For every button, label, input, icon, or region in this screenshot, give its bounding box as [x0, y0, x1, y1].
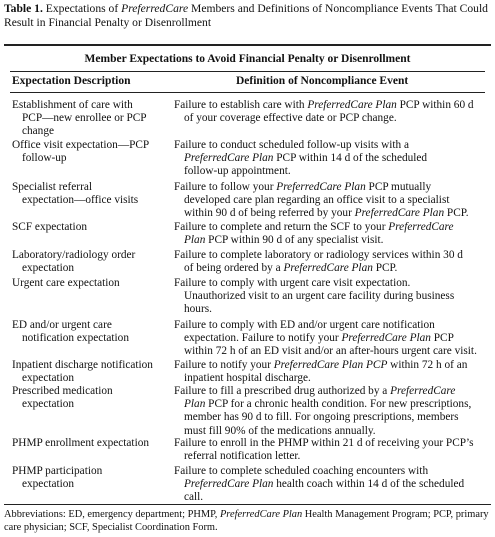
expectation-line: SCF expectation — [12, 221, 87, 233]
definition-text: PCP. — [372, 262, 398, 275]
noncompliance-definition — [174, 437, 488, 463]
expectation-line: notification expectation — [22, 332, 129, 345]
definition-text: member has 90 d to fill. For ongoing prescriptions, members — [184, 411, 459, 424]
definition-line — [174, 277, 488, 290]
definition-text: hours. — [184, 303, 212, 316]
definition-text: follow-up appointment. — [184, 165, 291, 178]
expectation-description — [12, 437, 172, 450]
definition-text: Failure to notify your — [174, 359, 274, 371]
caption-line2: Result in Financial Penalty or Disenrollment — [4, 16, 212, 29]
noncompliance-definition — [174, 139, 488, 179]
header-rule — [10, 92, 485, 93]
program-name: PreferredCare Plan — [283, 262, 373, 275]
definition-line — [174, 139, 488, 152]
definition-text: within 90 d of being referred by your — [184, 207, 355, 220]
expectation-line: expectation — [22, 398, 75, 411]
table-caption — [4, 2, 490, 30]
definition-line — [174, 359, 488, 372]
program-name: PreferredCare Plan — [307, 99, 397, 111]
expectation-description — [12, 221, 172, 234]
definition-line — [174, 385, 488, 398]
definition-text: Failure to establish care with — [174, 99, 308, 111]
definition-text: Failure to follow your — [174, 181, 277, 193]
definition-line — [174, 450, 488, 463]
definition-line — [174, 290, 488, 303]
expectation-line: Urgent care expectation — [12, 277, 120, 289]
expectation-line: ED and/or urgent care — [12, 319, 112, 331]
column-header-definition: Definition of Noncompliance Event — [236, 75, 409, 87]
definition-line — [174, 99, 488, 112]
definition-text: health coach within 14 d of the scheduled — [273, 478, 465, 491]
noncompliance-definition — [174, 359, 488, 385]
definition-line — [174, 465, 488, 478]
definition-line — [174, 262, 488, 275]
definition-text: of being ordered by a — [184, 262, 284, 275]
definition-text: PCP for a chronic health condition. For new prescriptions, — [205, 398, 472, 411]
expectation-description — [12, 99, 172, 139]
program-name: PreferredCare Plan — [354, 207, 445, 220]
definition-text: Failure to comply with urgent care visit expectation. — [174, 277, 411, 289]
definition-text: of your coverage effective date or PCP change. — [184, 112, 397, 125]
expectation-description — [12, 249, 172, 275]
expectation-line: Office visit expectation—PCP — [12, 139, 150, 151]
expectation-description — [12, 385, 172, 411]
definition-line — [174, 249, 488, 262]
definition-line — [174, 319, 488, 332]
definition-text: developed care plan regarding an office visit to a specialist — [184, 194, 450, 207]
definition-text: within 72 h of an ED visit and/or an after-hours urgent care visit. — [184, 345, 477, 358]
expectation-description — [12, 359, 172, 385]
footnote-pre: Abbreviations: ED, emergency department; PHMP, — [4, 509, 220, 520]
program-name: PreferredCare Plan — [184, 478, 274, 491]
expectation-line: expectation — [22, 478, 75, 491]
expectation-line: follow-up — [22, 152, 67, 165]
program-name: PreferredCare Plan PCP — [273, 359, 388, 371]
definition-text: Failure to complete and return the SCF to your — [174, 221, 389, 233]
definition-text: referral notification letter. — [184, 450, 301, 463]
table-frame — [4, 44, 491, 505]
definition-line — [174, 303, 488, 316]
definition-line — [174, 221, 488, 234]
definition-text: PCP within 90 d of any specialist visit. — [205, 234, 384, 247]
program-name: PreferredCare Plan — [184, 152, 274, 165]
table-footnote — [4, 509, 492, 534]
expectation-line: Establishment of care with — [12, 99, 133, 111]
footnote-post: Health Management Program; PCP, primary care physician; SCF, Specialist Coordination Form. — [4, 509, 489, 533]
definition-text: within 72 h of an — [387, 359, 468, 371]
definition-line — [174, 207, 488, 220]
definition-text: PCP within 14 d of the scheduled — [273, 152, 428, 165]
definition-text: Failure to complete laboratory or radiology services within 30 d — [174, 249, 463, 261]
group-header: Member Expectations to Avoid Financial Penalty or Disenrollment — [84, 53, 411, 65]
program-name: Plan — [184, 398, 206, 411]
caption-program: PreferredCare — [121, 2, 189, 15]
definition-text: inpatient hospital discharge. — [184, 372, 311, 385]
definition-text: Failure to conduct scheduled follow-up visits with a — [174, 139, 409, 151]
definition-line — [174, 425, 488, 438]
noncompliance-definition — [174, 465, 488, 505]
expectation-description — [12, 181, 172, 207]
definition-line — [174, 437, 488, 450]
definition-text: Failure to complete scheduled coaching encounters with — [174, 465, 429, 477]
definition-line — [174, 372, 488, 385]
noncompliance-definition — [174, 221, 488, 247]
expectation-line: change — [22, 125, 54, 138]
definition-text: PCP within 60 d — [396, 99, 474, 111]
group-rule — [10, 71, 485, 72]
definition-line — [174, 181, 488, 194]
definition-line — [174, 234, 488, 247]
program-name: Plan — [184, 234, 206, 247]
definition-text: Failure to comply with ED and/or urgent care notification — [174, 319, 435, 331]
noncompliance-definition — [174, 277, 488, 317]
definition-line — [174, 411, 488, 424]
caption-text-pre: Expectations of — [45, 2, 122, 15]
definition-text: PCP — [430, 332, 454, 345]
expectation-line: PCP—new enrollee or PCP — [22, 112, 147, 125]
program-name: PreferredCare Plan — [341, 332, 431, 345]
expectation-line: PHMP participation — [12, 465, 103, 477]
caption-label: Table 1. — [4, 2, 43, 15]
expectation-description — [12, 277, 172, 290]
expectation-line: Inpatient discharge notification — [12, 359, 153, 371]
definition-text: PCP mutually — [365, 181, 432, 193]
definition-line — [174, 478, 488, 491]
definition-line — [174, 332, 488, 345]
definition-text: PCP. — [444, 207, 469, 220]
program-name: PreferredCare — [388, 221, 454, 233]
definition-line — [174, 165, 488, 178]
program-name: PreferredCare — [390, 385, 456, 397]
expectation-line: Specialist referral — [12, 181, 92, 193]
definition-line — [174, 345, 488, 358]
footnote-program: PreferredCare Plan — [219, 509, 303, 520]
expectation-line: expectation—office visits — [22, 194, 139, 207]
caption-text-post: Members and Definitions of Noncompliance Events That Could — [188, 2, 488, 15]
expectation-line: expectation — [22, 262, 75, 275]
expectation-line: Prescribed medication — [12, 385, 113, 397]
definition-text: Failure to fill a prescribed drug authorized by a — [174, 385, 391, 397]
expectation-description — [12, 139, 172, 165]
definition-line — [174, 152, 488, 165]
expectation-line: expectation — [22, 372, 75, 385]
noncompliance-definition — [174, 385, 488, 438]
expectation-description — [12, 319, 172, 345]
noncompliance-definition — [174, 181, 488, 221]
definition-text: expectation. Failure to notify your — [184, 332, 342, 345]
definition-line — [174, 491, 488, 504]
definition-line — [174, 112, 488, 125]
noncompliance-definition — [174, 319, 488, 359]
noncompliance-definition — [174, 99, 488, 125]
noncompliance-definition — [174, 249, 488, 275]
definition-text: must fill 90% of the medications annually. — [184, 424, 376, 437]
definition-text: Unauthorized visit to an urgent care facility during business — [184, 290, 455, 303]
definition-line — [174, 194, 488, 207]
expectation-description — [12, 465, 172, 491]
program-name: PreferredCare Plan — [276, 181, 366, 193]
column-header-expectation: Expectation Description — [12, 75, 131, 87]
definition-text: call. — [184, 491, 204, 504]
definition-line — [174, 398, 488, 411]
expectation-line: Laboratory/radiology order — [12, 249, 136, 261]
definition-text: Failure to enroll in the PHMP within 21 d of receiving your PCP’s — [174, 437, 474, 449]
expectation-line: PHMP enrollment expectation — [12, 437, 150, 449]
